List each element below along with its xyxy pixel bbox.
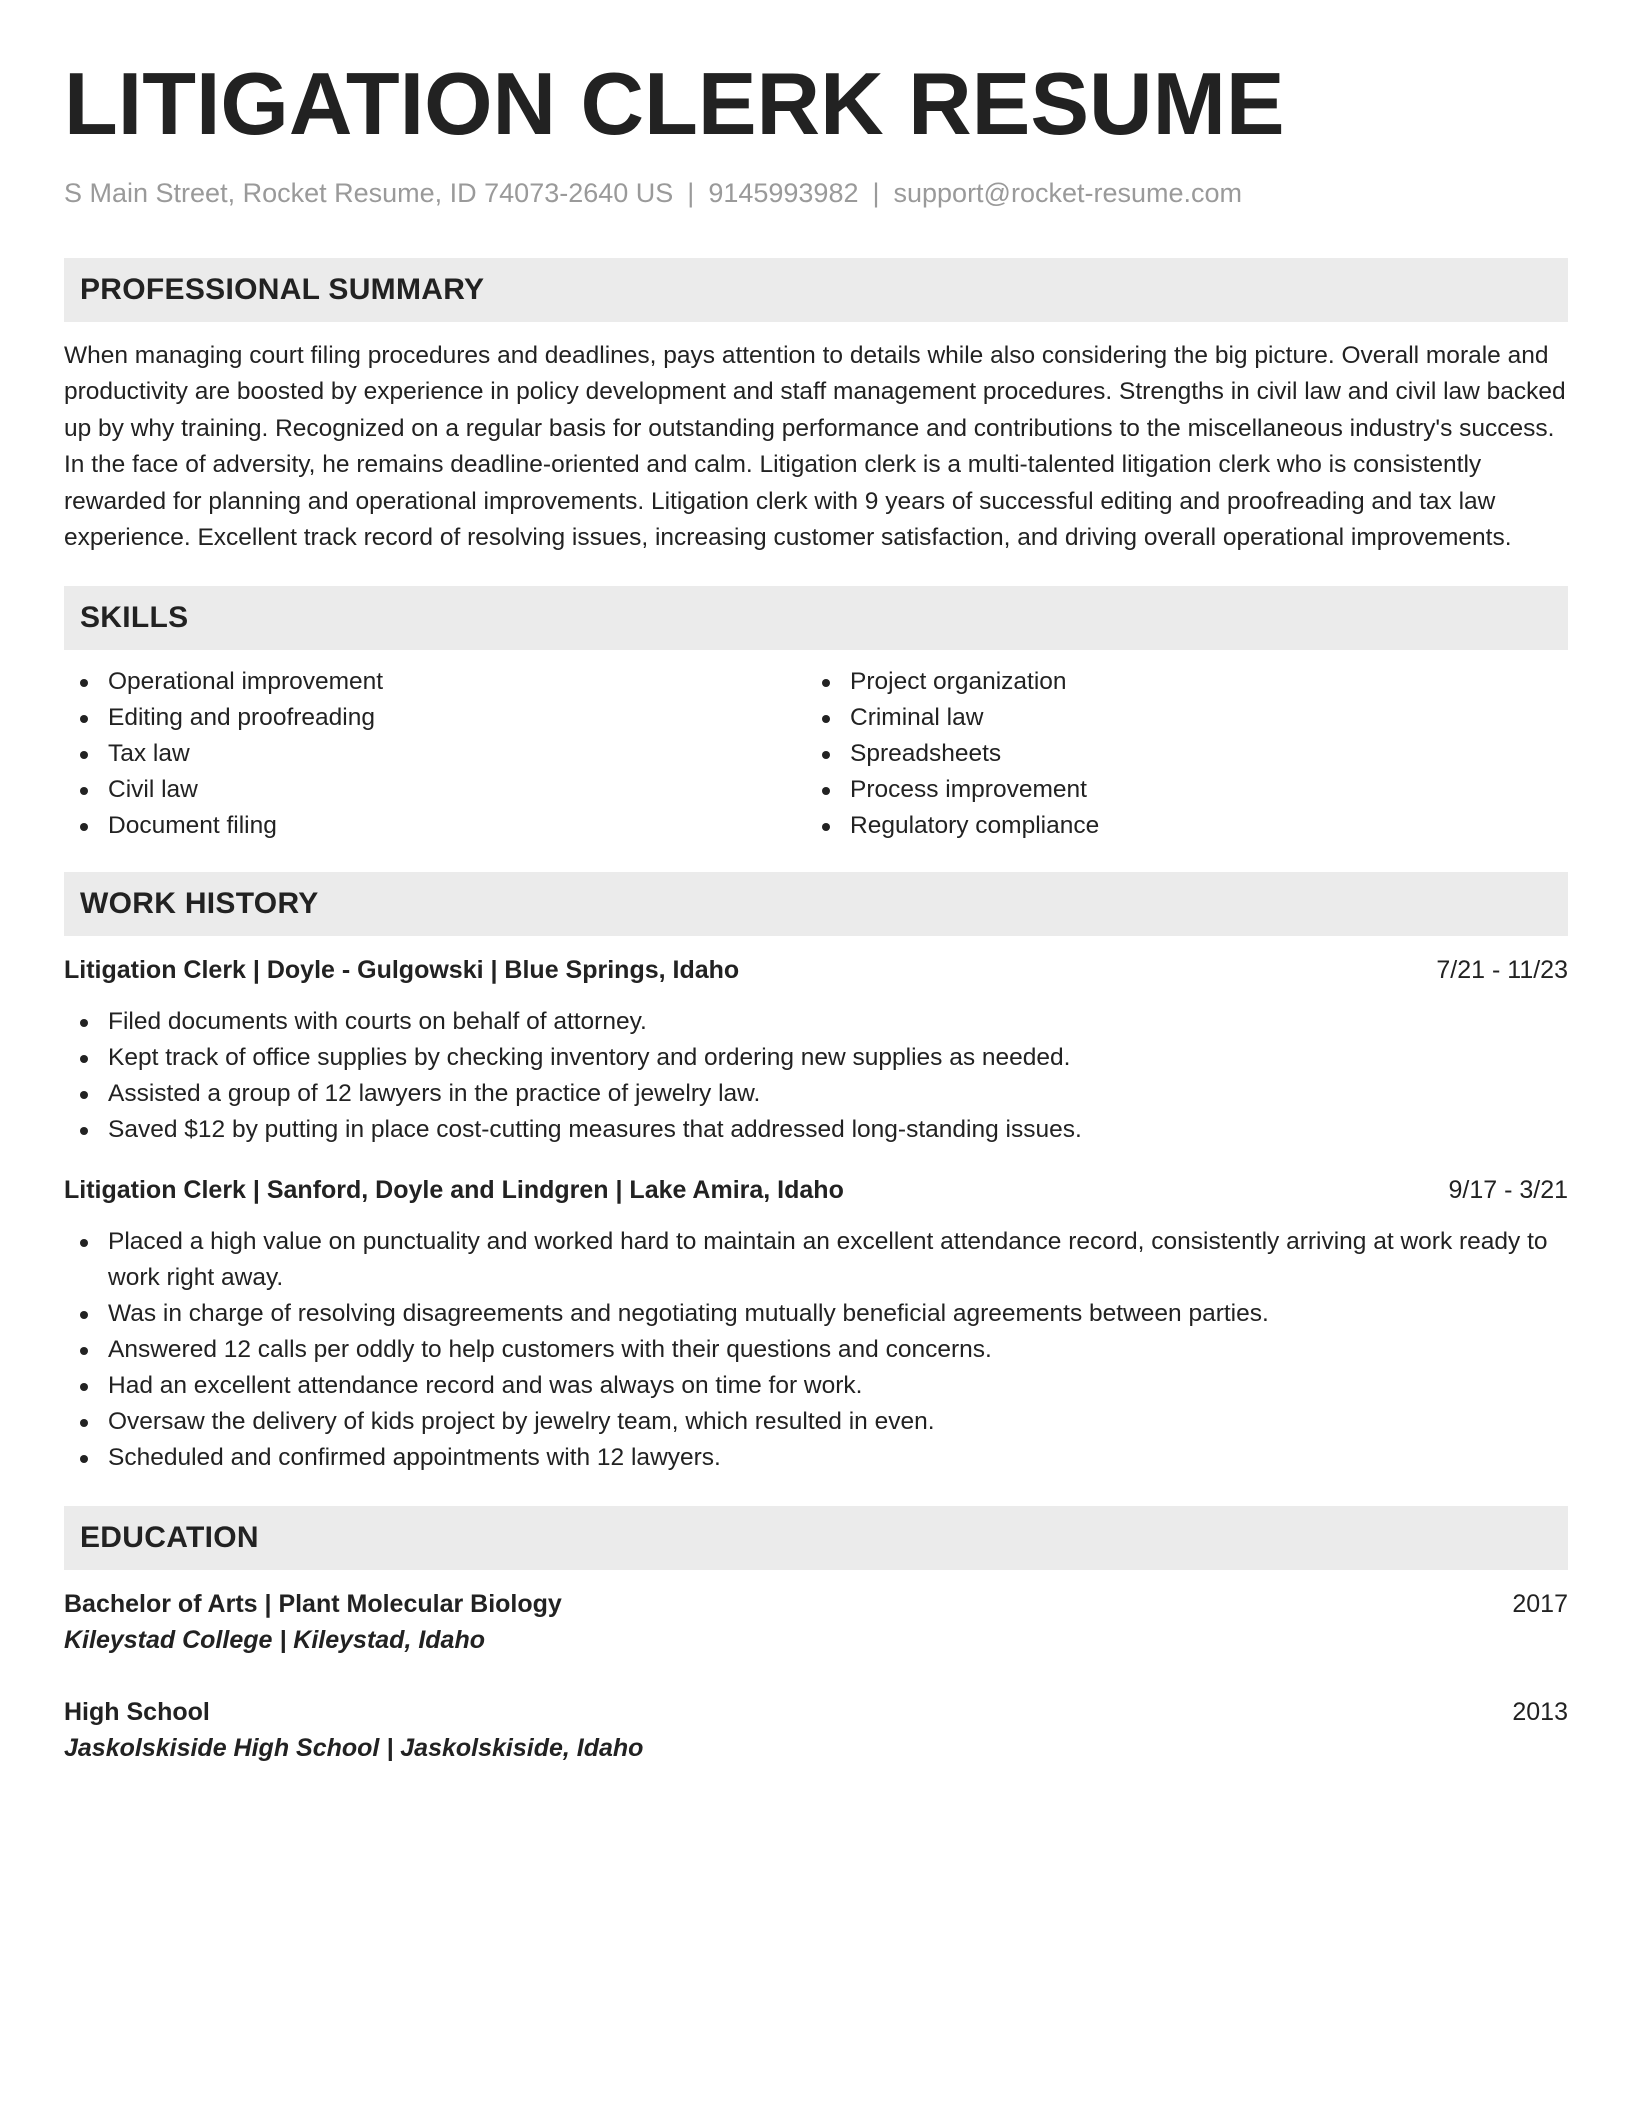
job-duties-list bbox=[64, 1224, 1568, 1476]
education-degree: High School bbox=[64, 1698, 210, 1727]
job-duties-list bbox=[64, 1004, 1568, 1148]
skills-column-right bbox=[806, 664, 1548, 844]
job-dates: 9/17 - 3/21 bbox=[1448, 1176, 1568, 1205]
education-header bbox=[64, 1586, 1568, 1622]
education-header bbox=[64, 1694, 1568, 1730]
skill-item: Regulatory compliance bbox=[806, 808, 1548, 844]
skill-item: Project organization bbox=[806, 664, 1548, 700]
skill-item: Civil law bbox=[64, 772, 806, 808]
skill-item: Tax law bbox=[64, 736, 806, 772]
job-duty: Scheduled and confirmed appointments with 12 lawyers. bbox=[64, 1440, 1568, 1476]
job-entry bbox=[64, 1172, 1568, 1476]
summary-paragraph: When managing court filing procedures and deadlines, pays attention to details while also considering the big picture. Overall morale and productivity are boosted by experience in policy development and staff management procedures. Strengths in civil law and civil law backed up by why training. Recognized on a regular basis for outstanding performance and contributions to the miscellaneous industry's success. In the face of adversity, he remains deadline-oriented and calm. Litigation clerk is a multi-talented litigation clerk who is consistently rewarded for planning and operational improvements. Litigation clerk with 9 years of successful editing and proofreading and tax law experience. Excellent track record of resolving issues, increasing customer satisfaction, and driving overall operational improvements. bbox=[64, 342, 1566, 552]
job-duty: Assisted a group of 12 lawyers in the practice of jewelry law. bbox=[64, 1076, 1568, 1112]
job-duty: Kept track of office supplies by checking inventory and ordering new supplies as needed. bbox=[64, 1040, 1568, 1076]
education-degree: Bachelor of Arts | Plant Molecular Biology bbox=[64, 1590, 562, 1619]
contact-separator: | bbox=[872, 178, 880, 208]
skill-item: Document filing bbox=[64, 808, 806, 844]
section-heading-skills: SKILLS bbox=[64, 586, 1568, 650]
contact-phone: 9145993982 bbox=[708, 178, 859, 208]
job-title: Litigation Clerk | Doyle - Gulgowski | Blue Springs, Idaho bbox=[64, 956, 740, 985]
section-heading-education: EDUCATION bbox=[64, 1506, 1568, 1570]
skill-item: Process improvement bbox=[806, 772, 1548, 808]
job-header bbox=[64, 1172, 1568, 1208]
section-heading-work-history: WORK HISTORY bbox=[64, 872, 1568, 936]
job-duty: Filed documents with courts on behalf of attorney. bbox=[64, 1004, 1568, 1040]
contact-separator: | bbox=[687, 178, 695, 208]
job-duty: Was in charge of resolving disagreements and negotiating mutually beneficial agreements between parties. bbox=[64, 1296, 1568, 1332]
skill-item: Editing and proofreading bbox=[64, 700, 806, 736]
job-title: Litigation Clerk | Sanford, Doyle and Lindgren | Lake Amira, Idaho bbox=[64, 1176, 844, 1205]
contact-address: S Main Street, Rocket Resume, ID 74073-2640 US bbox=[64, 178, 674, 208]
skills-list bbox=[64, 664, 1568, 844]
job-duty: Answered 12 calls per oddly to help customers with their questions and concerns. bbox=[64, 1332, 1568, 1368]
education-entry bbox=[64, 1694, 1568, 1766]
contact-email: support@rocket-resume.com bbox=[893, 178, 1243, 208]
job-duty: Had an excellent attendance record and was always on time for work. bbox=[64, 1368, 1568, 1404]
education-school: Kileystad College | Kileystad, Idaho bbox=[64, 1626, 485, 1655]
job-duty: Placed a high value on punctuality and worked hard to maintain an excellent attendance record, consistently arriving at work ready to work right away. bbox=[64, 1224, 1568, 1296]
education-year: 2017 bbox=[1512, 1590, 1568, 1619]
section-heading-summary: PROFESSIONAL SUMMARY bbox=[64, 258, 1568, 322]
education-school: Jaskolskiside High School | Jaskolskiside, Idaho bbox=[64, 1734, 644, 1763]
skill-item: Spreadsheets bbox=[806, 736, 1548, 772]
education-entry bbox=[64, 1586, 1568, 1658]
skill-item: Operational improvement bbox=[64, 664, 806, 700]
contact-line bbox=[64, 176, 1568, 210]
job-header bbox=[64, 952, 1568, 988]
skill-item: Criminal law bbox=[806, 700, 1548, 736]
job-duty: Oversaw the delivery of kids project by jewelry team, which resulted in even. bbox=[64, 1404, 1568, 1440]
skills-column-left bbox=[64, 664, 806, 844]
resume-title: LITIGATION CLERK RESUME bbox=[64, 54, 1285, 153]
job-duty: Saved $12 by putting in place cost-cutting measures that addressed long-standing issues. bbox=[64, 1112, 1568, 1148]
education-year: 2013 bbox=[1512, 1698, 1568, 1727]
job-entry bbox=[64, 952, 1568, 1148]
job-dates: 7/21 - 11/23 bbox=[1436, 956, 1568, 985]
